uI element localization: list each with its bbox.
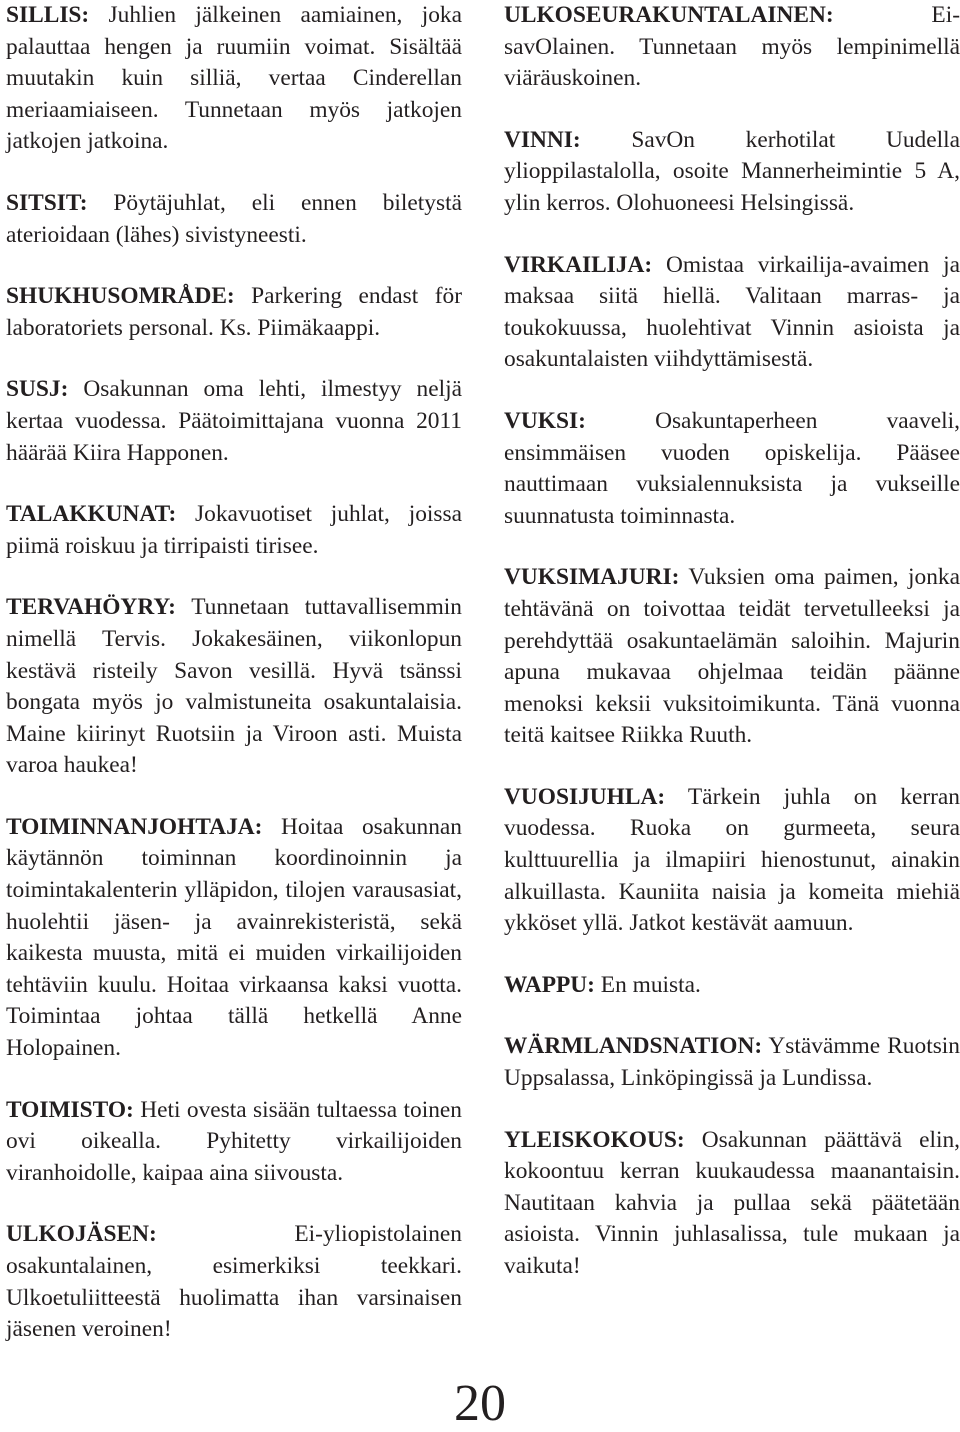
- entry-term: SITSIT:: [6, 189, 88, 216]
- entry-definition: Ystävämme Ruotsin Uppsalassa, Linköpingissä ja Lundissa.: [504, 1033, 960, 1092]
- entry-definition: Ei-savOlainen. Tunnetaan myös lempinimellä viäräuskoinen.: [504, 2, 960, 92]
- glossary-entry-susj: [6, 374, 462, 469]
- entry-term: SUSJ:: [6, 376, 69, 403]
- entry-term: SILLIS:: [6, 2, 90, 28]
- entry-term: ULKOJÄSEN:: [6, 1221, 157, 1248]
- glossary-entry-shukhusomrade: [6, 281, 462, 344]
- entry-definition: Omistaa virkailija-avaimen ja maksaa siitä hiellä. Valitaan marras- ja toukokuussa, huolehtivat Vinnin asioista ja osakuntalaisten viihdyttämisestä.: [504, 251, 960, 373]
- entry-definition: Vuksien oma paimen, jonka tehtävänä on toivottaa teidät tervetulleeksi ja perehdyttää osakuntaelämän saloihin. Majurin apuna mukavaa ohjelmaa teidän päänne menoksi keksii vuksitoimikunta. Tänä vuonna teitä kaitsee Riikka Ruuth.: [504, 564, 960, 749]
- glossary-entry-toiminnanjohtaja: [6, 812, 462, 1065]
- entry-definition: Osakunnan oma lehti, ilmestyy neljä kertaa vuodessa. Päätoimittajana vuonna 2011 häärää Kiira Happonen.: [6, 376, 462, 466]
- entry-term: YLEISKOKOUS:: [504, 1126, 685, 1153]
- entry-term: WAPPU:: [504, 971, 595, 998]
- entry-term: VUKSI:: [504, 407, 586, 434]
- entry-term: TOIMISTO:: [6, 1096, 134, 1123]
- glossary-entry-toimisto: [6, 1095, 462, 1190]
- entry-definition: En muista.: [594, 971, 701, 998]
- entry-definition: Pöytäjuhlat, eli ennen biletystä aterioidaan (lähes) sivistyneesti.: [6, 189, 462, 248]
- entry-definition: Parkering endast för laboratoriets personal. Ks. Piimäkaappi.: [6, 283, 462, 341]
- entry-definition: SavOn kerhotilat Uudella ylioppilastalolla, osoite Mannerheimintie 5 A, ylin kerros. Olohuoneesi Helsingissä.: [504, 126, 960, 216]
- entry-definition: Juhlien jälkeinen aamiainen, joka palauttaa hengen ja ruumiin voimat. Sisältää muutakin kuin silliä, vertaa Cinderellan meriaamiaiseen. Tunnetaan myös jatkojen jatkojen jatkoina.: [6, 2, 462, 155]
- glossary-entry-warmlandsnation: [504, 1031, 960, 1094]
- glossary-entry-sillis: [6, 0, 462, 158]
- entry-term: VINNI:: [504, 126, 581, 153]
- glossary-entry-yleiskokous: [504, 1125, 960, 1283]
- glossary-entry-ulkoseurakuntalainen: [504, 0, 960, 95]
- entry-definition: Hoitaa osakunnan käytännön toiminnan koordinoinnin ja toimintakalenterin ylläpidon, tilojen varausasiat, huolehtii jäsen- ja avainrekisteristä, sekä kaikesta muusta, mitä ei muiden virkailijoiden tehtäviin kuulu. Hoitaa virkaansa kaksi vuotta. Toimintaa johtaa tällä hetkellä Anne Holopainen.: [6, 813, 462, 1062]
- left-column: [6, 0, 462, 1376]
- entry-term: VIRKAILIJA:: [504, 251, 653, 278]
- entry-term: ULKOSEURAKUNTALAINEN:: [504, 2, 834, 28]
- page-number: 20: [454, 1375, 506, 1432]
- glossary-entry-talakkunat: [6, 499, 462, 562]
- glossary-entry-vinni: [504, 125, 960, 220]
- entry-definition: Ei-yliopistolainen osakuntalainen, esimerkiksi teekkari. Ulkoetuliitteestä huolimatta ihan varsinaisen jäsenen veroinen!: [6, 1221, 462, 1343]
- entry-definition: Heti ovesta sisään tultaessa toinen ovi oikealla. Pyhitetty virkailijoiden viranhoidolle, kaipaa aina siivousta.: [6, 1096, 462, 1186]
- glossary-entry-tervahoyry: [6, 592, 462, 782]
- glossary-entry-virkailija: [504, 250, 960, 376]
- glossary-entry-wappu: [504, 970, 960, 1002]
- entry-term: VUOSIJUHLA:: [504, 783, 666, 810]
- glossary-entry-vuosijuhla: [504, 782, 960, 940]
- glossary-entry-vuksi: [504, 406, 960, 532]
- entry-definition: Osakunnan päättävä elin, kokoontuu kerran kuukaudessa maanantaisin. Nautitaan kahvia ja pullaa sekä päätetään asioista. Vinnin juhlasalissa, tule mukaan ja vaikuta!: [504, 1126, 960, 1279]
- entry-definition: Osakuntaperheen vaaveli, ensimmäisen vuoden opiskelija. Pääsee nauttimaan vuksialennuksista ja vukseille suunnatusta toiminnasta.: [504, 407, 960, 529]
- right-column: [504, 0, 960, 1313]
- entry-term: TERVAHÖYRY:: [6, 594, 176, 621]
- entry-definition: Tunnetaan tuttavallisemmin nimellä Tervis. Jokakesäinen, viikonlopun kestävä risteily Savon vesillä. Hyvä tsänssi bongata myös jo valmistuneita osakuntalaisia. Maine kiirinyt Ruotsiin ja Viroon asti. Muista varoa haukea!: [6, 594, 462, 779]
- glossary-entry-ulkojasen: [6, 1219, 462, 1345]
- entry-term: VUKSIMAJURI:: [504, 564, 680, 591]
- entry-term: WÄRMLANDSNATION:: [504, 1033, 763, 1060]
- entry-term: TALAKKUNAT:: [6, 501, 177, 528]
- glossary-entry-sitsit: [6, 188, 462, 251]
- entry-definition: Tärkein juhla on kerran vuodessa. Ruoka on gurmeeta, seura kulttuurellia ja ilmapiiri hienostunut, ainakin alkuillasta. Kauniita naisia ja komeita miehiä ykköset yllä. Jatkot kestävät aamuun.: [504, 783, 960, 937]
- glossary-entry-vuksimajuri: [504, 562, 960, 752]
- entry-term: TOIMINNANJOHTAJA:: [6, 813, 263, 840]
- entry-term: SHUKHUSOMRÅDE:: [6, 283, 235, 310]
- entry-definition: Jokavuotiset juhlat, joissa piimä roiskuu ja tirripaisti tirisee.: [6, 501, 462, 559]
